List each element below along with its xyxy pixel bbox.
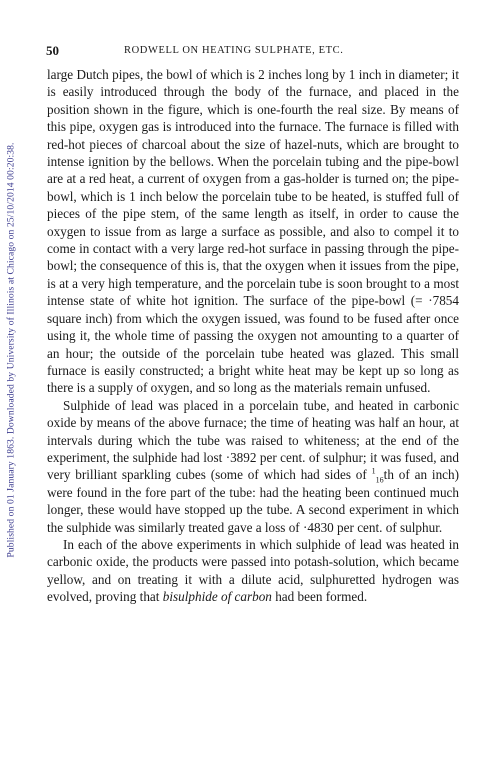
page-header bbox=[46, 43, 460, 59]
page-number: 50 bbox=[46, 43, 59, 58]
paragraph-text: In each of the above experiments in which sulphide of lead was heated in carbonic oxide, the products were passed into potash-solution, which became yellow, and on treating it with a dilute acid, sulphuretted hydrogen was evolved, proving that bbox=[47, 536, 459, 605]
paragraph-text: large Dutch pipes, the bowl of which is 2 inches long by 1 inch in diameter; it is easily introduced through the body of the furnace, and placed in the position shown in the figure, which is one-fourth the real size. By means of this pipe, oxygen gas is introduced into the furnace. The furnace is filled with red-hot pieces of charcoal about the size of hazel-nuts, which are brought to intense ignition by the bellows. When the porcelain tubing and the pipe-bowl are at a red heat, a current of oxygen from a gas-holder is turned on; the pipe-bowl, which is 1 inch below the porcelain tube to be heated, is stuffed full of pieces of the pipe stem, of the same length as itself, in order to cause the oxygen to issue from as large a surface as possible, and also to compel it to come in contact with a very large red-hot surface in passing through the pipe-bowl; the consequence of this is, that the oxygen when it issues from the pipe, is at a very high temperature, and the porcelain tube is soon brought to a most intense state of white hot ignition. The surface of the pipe-bowl (= ·7854 square inch) from which the oxygen issued, was found to be fused after once using it, the whole time of passing the oxygen not amounting to a quarter of an hour; the outside of the porcelain tube heated was glazed. This small furnace is easily constructed; a bright white heat may be kept up so long as there is a supply of oxygen, and so long as the materials remain unfused. bbox=[47, 67, 459, 396]
article-body bbox=[47, 66, 459, 606]
fraction-denominator: 16 bbox=[375, 475, 384, 485]
download-watermark bbox=[4, 40, 18, 660]
paragraph-text: had been formed. bbox=[271, 589, 368, 605]
fraction-numerator: 1 bbox=[371, 466, 376, 476]
running-head: RODWELL ON HEATING SULPHATE, ETC. bbox=[124, 45, 344, 56]
italic-compound-name: bisulphide of carbon bbox=[162, 589, 272, 605]
paragraph-furnace-description bbox=[47, 66, 459, 397]
download-watermark-text: Published on 01 January 1863. Downloaded by University of Illinois at Chicago on 25/10/2014 00:20:38. bbox=[5, 142, 17, 558]
paragraph-products-conclusion bbox=[47, 536, 459, 606]
paragraph-text: Sulphide of lead was placed in a porcelain tube, and heated in carbonic oxide by means of the above furnace; the time of heating was half an hour, at intervals during which the tube was raised to whiteness; at the end of the experiment, the sulphide had lost ·3892 per cent. of sulphur; it was fused, and very brilliant sparkling cubes (some of which had sides of bbox=[47, 397, 459, 483]
paragraph-text: th of an inch) were found in the fore part of the tube: had the heating been continued much longer, these would have stopped up the tube. A second experiment in which the sulphide was similarly treated gave a loss of ·4830 per cent. of sulphur. bbox=[47, 467, 459, 535]
paragraph-sulphide-experiment bbox=[47, 397, 459, 536]
